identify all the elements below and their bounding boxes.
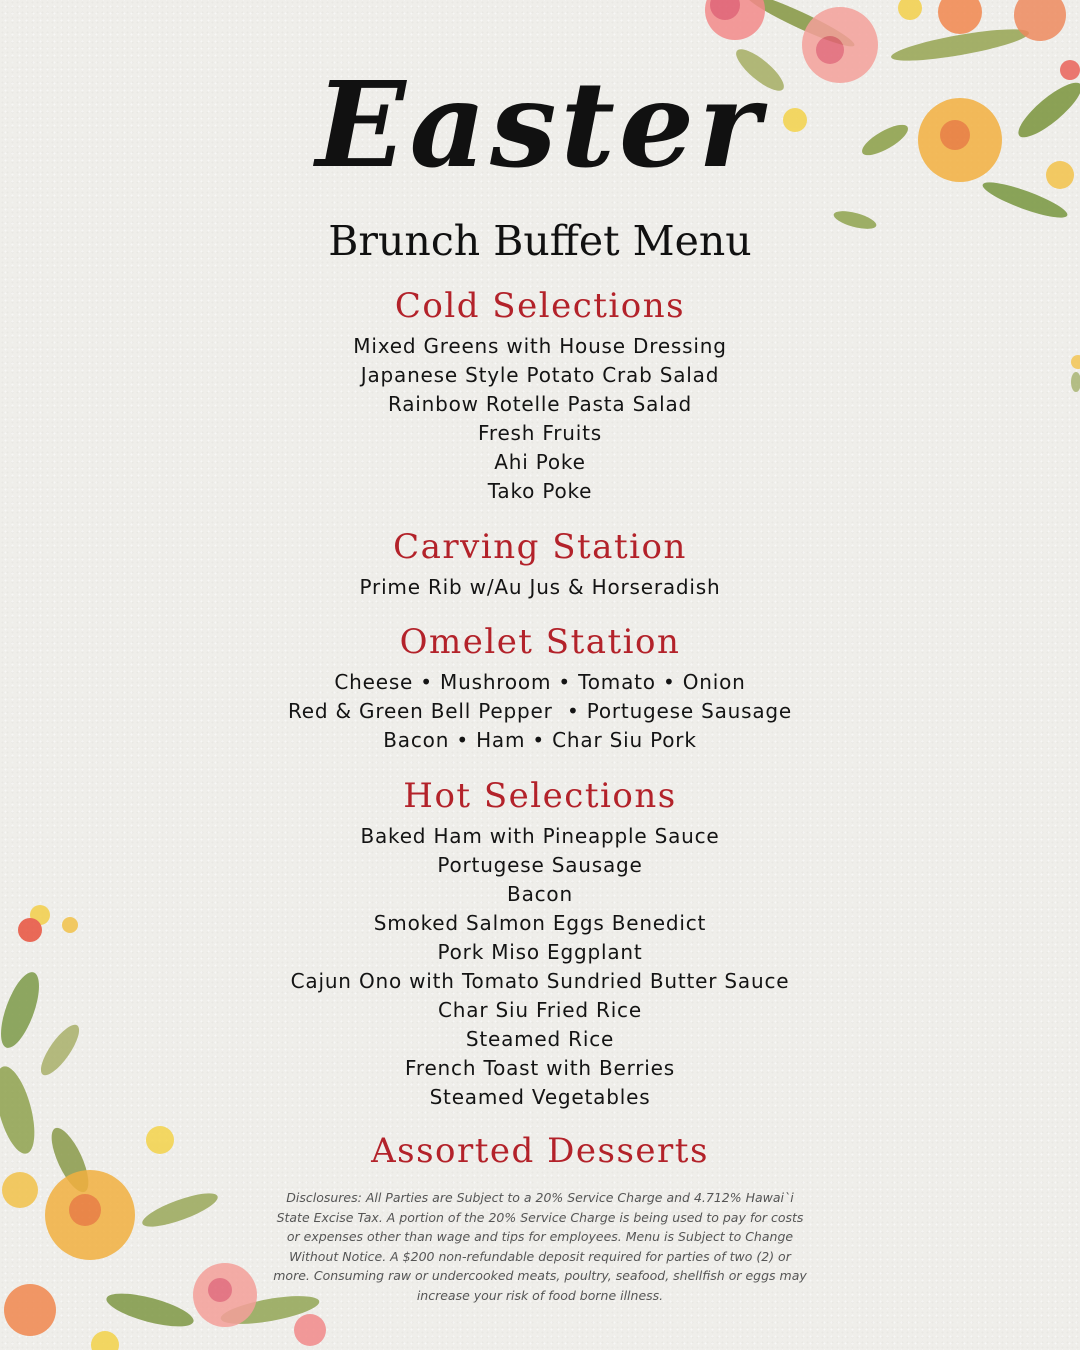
section-heading-cold-selections: Cold Selections [394, 286, 686, 326]
hot-selections-list [0, 822, 1080, 1112]
menu-subtitle: Brunch Buffet Menu [328, 217, 752, 265]
list-item: Cajun Ono with Tomato Sundried Butter Sauce [290, 969, 790, 993]
list-item: Pork Miso Eggplant [437, 940, 643, 964]
menu-title-script: Easter [315, 55, 765, 194]
carving-station-list [0, 573, 1080, 602]
disclosure-text: Disclosures: All Parties are Subject to a 20% Service Charge and 4.712% Hawai`i State Excise Tax. A portion of the 20% Service Charge is being used to pay for costs or expenses other than wage and tips for employees. Menu is Subject to Change Without Notice. A $200 non-refundable deposit required for parties of two (2) or more. Consuming raw or undercooked meats, poultry, seafood, shellfish or eggs may increase your risk of food borne illness. [273, 1190, 807, 1303]
list-item: Portugese Sausage [437, 853, 643, 877]
list-item: Red & Green Bell Pepper • Portugese Sausage [287, 699, 793, 723]
list-item: Steamed Vegetables [429, 1085, 651, 1109]
section-heading-hot-selections: Hot Selections [403, 776, 677, 816]
list-item: Char Siu Fried Rice [438, 998, 642, 1022]
list-item: Baked Ham with Pineapple Sauce [360, 824, 720, 848]
list-item: Ahi Poke [494, 450, 586, 474]
omelet-station-list [0, 668, 1080, 755]
list-item: Prime Rib w/Au Jus & Horseradish [359, 575, 721, 599]
list-item: Steamed Rice [465, 1027, 615, 1051]
list-item: Japanese Style Potato Crab Salad [360, 363, 720, 387]
list-item: Tako Poke [487, 479, 593, 503]
list-item: Fresh Fruits [478, 421, 602, 445]
list-item: French Toast with Berries [405, 1056, 675, 1080]
section-heading-omelet-station: Omelet Station [399, 622, 681, 662]
section-heading-carving-station: Carving Station [393, 527, 687, 567]
list-item: Cheese • Mushroom • Tomato • Onion [334, 670, 746, 694]
section-heading-assorted-desserts: Assorted Desserts [371, 1131, 709, 1171]
list-item: Rainbow Rotelle Pasta Salad [387, 392, 693, 416]
list-item: Bacon • Ham • Char Siu Pork [383, 728, 697, 752]
cold-selections-list [0, 332, 1080, 506]
list-item: Bacon [507, 882, 573, 906]
list-item: Smoked Salmon Eggs Benedict [373, 911, 707, 935]
list-item: Mixed Greens with House Dressing [353, 334, 727, 358]
